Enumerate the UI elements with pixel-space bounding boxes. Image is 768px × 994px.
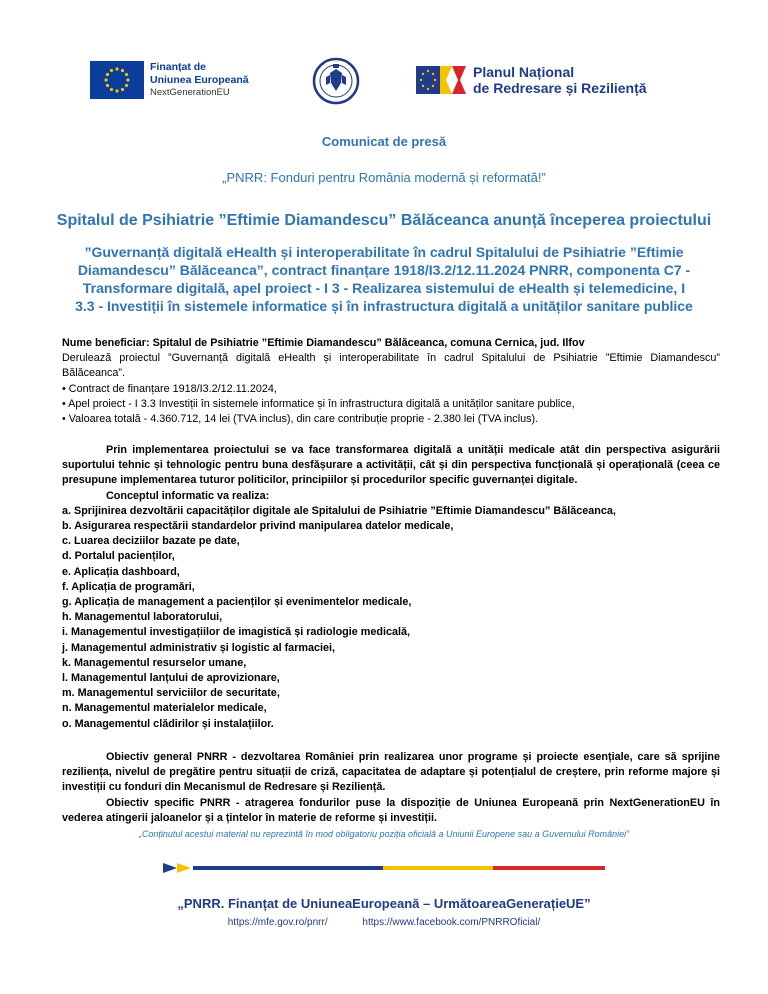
pnrr-slogan: „PNRR: Fonduri pentru România modernă și reformată!” bbox=[222, 170, 546, 185]
disclaimer: „Conținutul acestui material nu reprezintă în mod obligatoriu poziția oficială a Uniunii Europene sau a Guvernului României” bbox=[138, 829, 630, 839]
press-release-label: Comunicat de presă bbox=[321, 134, 447, 149]
project-description: Derulează proiectul ”Guvernanță digitală eHealth și interoperabilitate în cadrul Spitalului de Psihiatrie ”Eftimie Diamandescu” Bălăceanca”. bbox=[62, 352, 720, 380]
objectives-section bbox=[62, 750, 720, 826]
eu-logo-line3: NextGenerationEU bbox=[150, 87, 230, 98]
implementation-section bbox=[62, 443, 720, 732]
pnrr-logo-line2: de Redresare și Reziliență bbox=[473, 80, 647, 96]
government-emblem-icon bbox=[312, 55, 360, 107]
list-item: i. Managementul investigațiilor de imagistică și radiologie medicală, bbox=[62, 626, 410, 639]
list-item: c. Luarea deciziilor bazate pe date, bbox=[62, 535, 240, 548]
footer-slogan: „PNRR. Finanțat de UniuneaEuropeană – UrmătoareaGenerațieUE” bbox=[177, 896, 591, 911]
list-item: e. Aplicația dashboard, bbox=[62, 565, 180, 578]
list-item: h. Managementul laboratorului, bbox=[62, 611, 223, 624]
beneficiary-name: Nume beneficiar: Spitalul de Psihiatrie ”Eftimie Diamandescu” Bălăceanca, comuna Cernica, jud. Ilfov bbox=[62, 337, 585, 349]
implementation-paragraph: Prin implementarea proiectului se va face transformarea digitală a unității medicale atât din perspectiva asigurării suportului tehnic și tehnologic pentru buna desfășurare a activității, cât și din perspectiva funcțională și operațională (ceea ce presupune implementarea tuturor politicilor, principiilor și procedurilor specific guvernanței digitale. bbox=[62, 444, 720, 487]
bullet-call: • Apel proiect - I 3.3 Investiții în sistemele informatice și în infrastructura digitală a unităților sanitare publice, bbox=[62, 397, 575, 410]
concept-list bbox=[62, 504, 720, 732]
eu-logo-line2: Uniunea Europeană bbox=[150, 73, 249, 86]
list-item: k. Managementul resurselor umane, bbox=[62, 656, 247, 669]
page-title: Spitalul de Psihiatrie ”Eftimie Diamandescu” Bălăceanca anunță începerea proiectului bbox=[56, 212, 712, 229]
list-item: o. Managementul clădirilor și instalațiilor. bbox=[62, 717, 274, 730]
footer-links bbox=[0, 917, 768, 928]
bullet-value: • Valoarea totală - 4.360.712, 14 lei (TVA inclus), din care contribuție proprie - 2.380 lei (TVA inclus). bbox=[62, 413, 539, 426]
eu-funding-logo bbox=[90, 61, 290, 101]
mfe-link[interactable]: https://mfe.gov.ro/pnrr/ bbox=[227, 917, 328, 928]
facebook-link[interactable]: https://www.facebook.com/PNRROficial/ bbox=[362, 917, 541, 928]
pnrr-logo-line1: Planul Național bbox=[473, 64, 575, 80]
eu-logo-line1: Finanțat de bbox=[150, 61, 207, 73]
list-item: m. Managementul serviciilor de securitate, bbox=[62, 687, 280, 700]
beneficiary-section bbox=[62, 336, 720, 427]
objective-general: Obiectiv general PNRR - dezvoltarea României prin realizarea unor programe și proiecte esențiale, care să sprijine reziliența, nivelul de pregătire pentru situații de criză, capacitatea de adaptare și potențialul de creștere, prin reforme majore și investiții cu fonduri din Mecanismul de Redresare și Reziliență. bbox=[62, 751, 720, 794]
list-item: g. Aplicația de management a pacienților și evenimentelor medicale, bbox=[62, 596, 412, 609]
eu-flag-icon bbox=[90, 61, 144, 99]
list-item: l. Managementul lanțului de aprovizionare, bbox=[62, 672, 280, 685]
list-item: a. Sprijinirea dezvoltării capacităților digitale ale Spitalului de Psihiatrie ”Eftimie Diamandescu” Bălăceanca, bbox=[62, 504, 616, 517]
bullet-contract: • Contract de finanțare 1918/I3.2/12.11.2024, bbox=[62, 382, 277, 395]
list-item: d. Portalul pacienților, bbox=[62, 550, 175, 563]
list-item: f. Aplicația de programări, bbox=[62, 580, 195, 593]
pnrr-logo bbox=[416, 62, 666, 102]
list-item: b. Asigurarea respectării standardelor privind manipularea datelor medicale, bbox=[62, 520, 454, 533]
pnrr-flag-icon bbox=[416, 62, 468, 98]
list-item: j. Managementul administrativ și logistic al farmaciei, bbox=[62, 641, 336, 654]
concept-intro: Conceptul informatic va realiza: bbox=[106, 489, 270, 502]
list-item: n. Managementul materialelor medicale, bbox=[62, 702, 267, 715]
project-subtitle: ”Guvernanță digitală eHealth și interoperabilitate în cadrul Spitalului de Psihiatrie ”Eftimie Diamandescu” Bălăceanca”, contract finanțare 1918/I3.2/12.11.2024 PNRR, componenta C7 - Transformare digitală, apel proiect - I 3 - Realizarea sistemului de eHealth și telemedicine, I 3.3 - Investiții în sistemele informatice și în infrastructura digitală a unităților sanitare publice bbox=[75, 244, 693, 314]
footer-color-bar bbox=[163, 860, 605, 876]
objective-specific: Obiectiv specific PNRR - atragerea fondurilor puse la dispoziție de Uniunea Europeană prin NextGenerationEU în vederea atingerii jaloanelor și a țintelor în materie de reforme și investiții. bbox=[62, 796, 720, 824]
